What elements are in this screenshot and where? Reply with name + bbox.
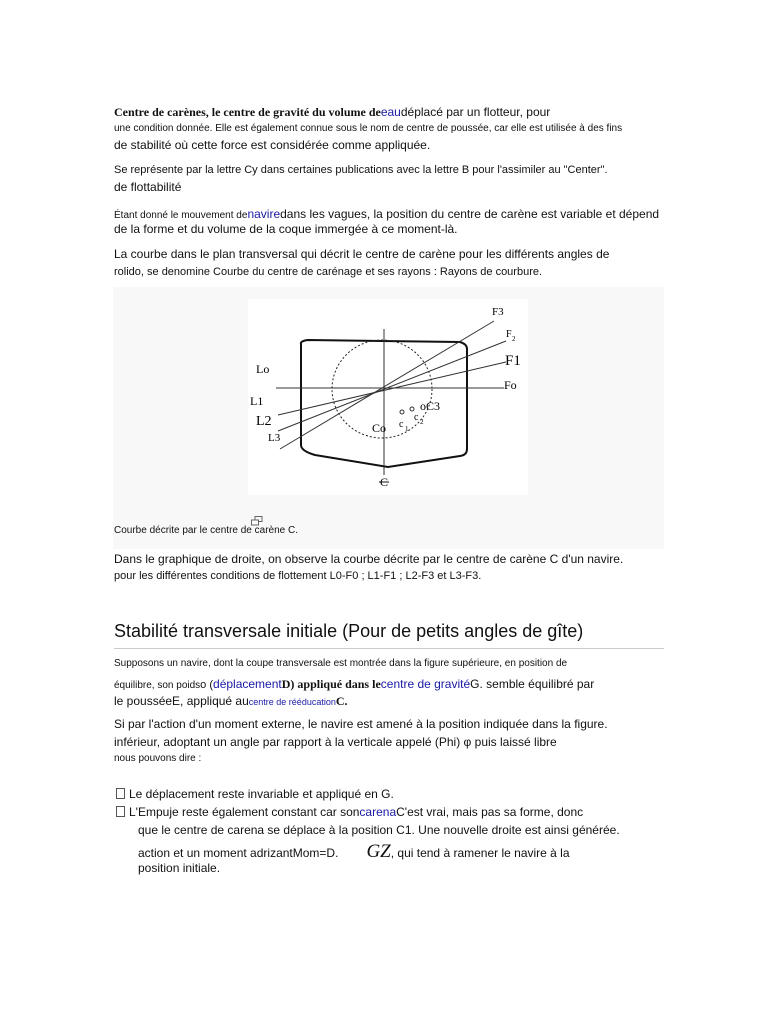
enlarge-icon[interactable] bbox=[116, 504, 128, 514]
para-3-line-2: de la forme et du volume de la coque immergée à ce moment-là. bbox=[114, 222, 458, 236]
para-6-line-3 bbox=[114, 692, 348, 710]
label-c1: c bbox=[399, 419, 404, 430]
bullet-box-icon bbox=[116, 788, 125, 799]
bullet-2-text: L'Empuje reste également constant car son bbox=[129, 805, 360, 819]
bullet-2-line-3 bbox=[138, 841, 570, 863]
bullet-2-line-3-text: action et un moment adrizantMom=D. bbox=[138, 846, 339, 860]
bullet-2-line-3-tail: , qui tend à ramener le navire à la bbox=[390, 846, 570, 860]
label-c3: oC3 bbox=[420, 399, 441, 413]
para-2-line-2: de flottabilité bbox=[114, 180, 182, 194]
bullet-2-line-2: que le centre de carena se déplace à la position C1. Une nouvelle droite est ainsi générée. bbox=[138, 823, 620, 837]
label-l0: Lo bbox=[256, 362, 270, 376]
para-3-text: dans les vagues, la position du centre de carène est variable et dépend bbox=[280, 207, 660, 221]
para-6-bold: D) appliqué dans le bbox=[281, 677, 381, 691]
para-4-line-1: La courbe dans le plan transversal qui décrit le centre de carène pour les différents angles de bbox=[114, 247, 610, 261]
para-2-line-1: Se représente par la lettre Cy dans certaines publications avec la lettre B pour l'assimiler au "Center". bbox=[114, 164, 608, 176]
bullet-1 bbox=[116, 787, 394, 801]
bullet-box-icon bbox=[116, 806, 125, 817]
label-c2-sub: 2 bbox=[420, 418, 424, 426]
para-4-line-2: rolido, se denomine Courbe du centre de carénage et ses rayons : Rayons de courbure. bbox=[114, 266, 543, 278]
gz-formula: GZ bbox=[366, 841, 391, 862]
para-6-bold-c: C. bbox=[335, 694, 348, 708]
para-1-text: déplacé par un flotteur, pour bbox=[400, 105, 551, 119]
small-text: Étant donné le mouvement de bbox=[114, 210, 248, 221]
para-6-text-c: le pousséeE, appliqué au bbox=[114, 694, 249, 708]
para-1-line-2: une condition donnée. Elle est également connue sous le nom de centre de poussée, car elle est utilisée à des fins bbox=[114, 123, 623, 134]
label-f2-sub: 2 bbox=[512, 335, 516, 343]
figure-caption: Courbe décrite par le centre de carène C. bbox=[114, 525, 298, 536]
para-3-line-1 bbox=[114, 205, 659, 223]
para-5-line-1: Dans le graphique de droite, on observe la courbe décrite par le centre de carène C d'un navire. bbox=[114, 552, 624, 566]
section-heading: Stabilité transversale initiale (Pour de petits angles de gîte) bbox=[114, 621, 664, 649]
para-6-text-a: équilibre, son poids bbox=[114, 680, 201, 691]
bullet-2 bbox=[116, 805, 583, 819]
link-navire[interactable]: navire bbox=[247, 207, 281, 221]
label-c0: Co bbox=[372, 421, 387, 435]
link-eau[interactable]: eau bbox=[380, 105, 401, 119]
para-7-line-3: nous pouvons dire : bbox=[114, 753, 202, 764]
para-7-line-1: Si par l'action d'un moment externe, le navire est amené à la position indiquée dans la figure. bbox=[114, 717, 608, 731]
para-1-line-1 bbox=[114, 103, 550, 121]
label-c2: c bbox=[414, 412, 419, 423]
bullet-1-text: Le déplacement reste invariable et appliqué en G. bbox=[129, 787, 394, 801]
hull-diagram bbox=[248, 299, 528, 495]
para-6-tail: G. semble équilibré par bbox=[470, 677, 595, 691]
label-l2: L2 bbox=[256, 414, 272, 429]
bullet-2-tail: C'est vrai, mais pas sa forme, donc bbox=[396, 805, 584, 819]
bold-term: Centre de carènes, le centre de gravité du volume de bbox=[114, 105, 381, 119]
label-f1: F1 bbox=[505, 353, 521, 369]
para-6-line-1: Supposons un navire, dont la coupe transversale est montrée dans la figure supérieure, en position de bbox=[114, 658, 568, 669]
label-f0: Fo bbox=[504, 378, 517, 392]
para-6-text-b: o ( bbox=[200, 679, 214, 691]
link-deplacement[interactable]: déplacement bbox=[213, 677, 282, 691]
label-c1-sub: 1 bbox=[405, 425, 409, 433]
para-7-line-2: inférieur, adoptant un angle par rapport à la verticale appelé (Phi) φ puis laissé libre bbox=[114, 735, 557, 749]
label-f3: F3 bbox=[492, 306, 504, 318]
label-f2: F bbox=[506, 329, 512, 340]
figure-box bbox=[113, 287, 664, 549]
label-l3: L3 bbox=[268, 432, 281, 444]
link-centre-reeducation[interactable]: centre de rééducation bbox=[248, 697, 336, 707]
para-6-line-2 bbox=[114, 675, 594, 693]
para-1-line-3: de stabilité où cette force est considérée comme appliquée. bbox=[114, 138, 431, 152]
label-l1: L1 bbox=[250, 394, 264, 408]
label-centerline: C bbox=[380, 475, 389, 489]
link-centre-gravite[interactable]: centre de gravité bbox=[380, 677, 471, 691]
link-carena[interactable]: carena bbox=[359, 805, 397, 819]
para-5-line-2: pour les différentes conditions de flottement L0-F0 ; L1-F1 ; L2-F3 et L3-F3. bbox=[114, 570, 482, 582]
bullet-2-line-4: position initiale. bbox=[138, 861, 221, 875]
